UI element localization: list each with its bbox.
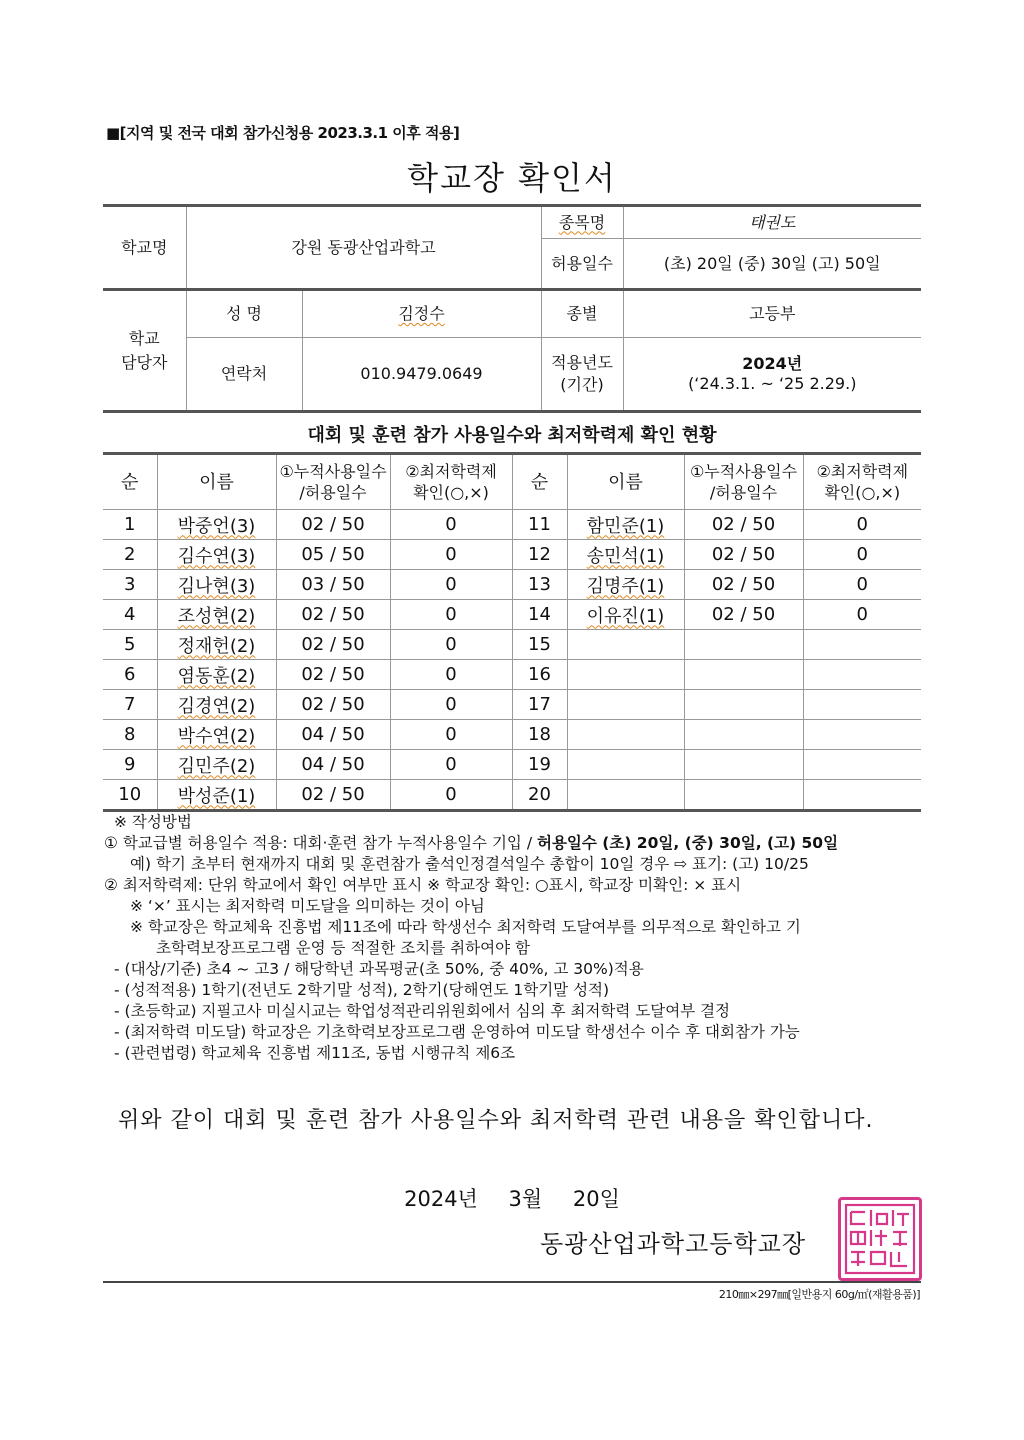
student-name bbox=[157, 750, 276, 780]
contact-value: 010.9479.0649 bbox=[302, 338, 541, 412]
table-row bbox=[103, 750, 921, 780]
row-number-text: 8 bbox=[124, 724, 136, 745]
used-days bbox=[276, 540, 390, 570]
used-days-text: 04 / 50 bbox=[301, 724, 365, 745]
student-name bbox=[157, 600, 276, 630]
table-row bbox=[103, 540, 921, 570]
student-name-text: 박중언(3) bbox=[177, 515, 256, 537]
col-name: 이름 bbox=[157, 454, 276, 510]
student-name bbox=[567, 660, 684, 690]
row-number-text: 4 bbox=[124, 604, 136, 625]
row-number-text: 9 bbox=[124, 754, 136, 775]
note-detail-2: - (성적적용) 1학기(전년도 2학기말 성적), 2학기(당해연도 1학기말 성적) bbox=[114, 981, 610, 999]
min-academic-check-text: 0 bbox=[856, 514, 868, 535]
row-number-text: 10 bbox=[118, 784, 142, 805]
row-number-text: 14 bbox=[528, 604, 551, 625]
student-name-text: 정재헌(2) bbox=[177, 635, 256, 657]
used-days-text: 04 / 50 bbox=[301, 754, 365, 775]
used-days-text: 02 / 50 bbox=[711, 514, 776, 535]
used-days bbox=[684, 690, 803, 720]
student-name-text: 김민주(2) bbox=[177, 755, 256, 777]
table-row bbox=[103, 570, 921, 600]
student-name-text: 김수연(3) bbox=[177, 545, 256, 567]
footer-divider bbox=[103, 1281, 921, 1283]
col-no: 순 bbox=[512, 454, 567, 510]
used-days bbox=[684, 540, 803, 570]
min-academic-check bbox=[803, 750, 921, 780]
allowed-days-label: 허용일수 bbox=[541, 239, 623, 290]
student-name bbox=[567, 780, 684, 811]
table-row bbox=[103, 690, 921, 720]
row-number bbox=[103, 750, 157, 780]
allowed-days-value: (초) 20일 (중) 30일 (고) 50일 bbox=[623, 239, 921, 290]
min-academic-check bbox=[803, 690, 921, 720]
min-academic-check bbox=[803, 540, 921, 570]
student-name-text: 김경연(2) bbox=[177, 695, 256, 717]
col-days: ①누적사용일수 /허용일수 bbox=[276, 454, 390, 510]
row-number bbox=[103, 570, 157, 600]
min-academic-check-text: 0 bbox=[445, 544, 457, 565]
student-name bbox=[567, 720, 684, 750]
student-name-text: 이유진(1) bbox=[586, 605, 665, 627]
min-academic-check-text: 0 bbox=[856, 544, 868, 565]
used-days-text: 02 / 50 bbox=[711, 604, 776, 625]
student-name bbox=[567, 540, 684, 570]
student-name bbox=[567, 630, 684, 660]
col-name: 이름 bbox=[567, 454, 684, 510]
sport-value: 태권도 bbox=[623, 206, 921, 239]
min-academic-check bbox=[390, 720, 512, 750]
confirmation-text: 위와 같이 대회 및 훈련 참가 사용일수와 최저학력 관련 내용을 확인합니다. bbox=[118, 1108, 874, 1133]
note-detail-3: - (초등학교) 지필고사 미실시교는 학업성적관리위원회에서 심의 후 최저학력 도달여부 결정 bbox=[114, 1002, 731, 1020]
used-days bbox=[276, 630, 390, 660]
col-no: 순 bbox=[103, 454, 157, 510]
student-name bbox=[567, 690, 684, 720]
row-number bbox=[103, 510, 157, 540]
used-days bbox=[276, 690, 390, 720]
used-days-text: 03 / 50 bbox=[301, 574, 365, 595]
note-detail-5: - (관련법령) 학교체육 진흥법 제11조, 동법 시행규칙 제6조 bbox=[114, 1044, 516, 1062]
used-days bbox=[684, 630, 803, 660]
sport-label: 종목명 bbox=[541, 206, 623, 239]
table-row bbox=[103, 600, 921, 630]
table-row bbox=[103, 630, 921, 660]
student-name-text: 박성준(1) bbox=[177, 785, 256, 807]
page-title: 학교장 확인서 bbox=[407, 159, 617, 197]
principal-name: 동광산업과학고등학교장 bbox=[540, 1230, 807, 1258]
min-academic-check-text: 0 bbox=[445, 724, 457, 745]
used-days-text: 02 / 50 bbox=[301, 694, 365, 715]
name-value: 김정수 bbox=[302, 290, 541, 338]
school-name-value: 강원 동광산업과학고 bbox=[186, 206, 541, 290]
period-text: (‘24.3.1. ~ ‘25 2.29.) bbox=[688, 374, 857, 393]
student-name-text: 함민준(1) bbox=[586, 515, 665, 537]
table-row bbox=[103, 510, 921, 540]
date-month: 3월 bbox=[508, 1187, 543, 1211]
note-1-example: 예) 학기 초부터 현재까지 대회 및 훈련참가 출석인정결석일수 총합이 10일 경우 ⇨ 표기: (고) 10/25 bbox=[130, 855, 809, 873]
min-academic-check-text: 0 bbox=[445, 754, 457, 775]
student-name bbox=[157, 780, 276, 811]
used-days bbox=[276, 660, 390, 690]
used-days-text: 02 / 50 bbox=[301, 634, 365, 655]
used-days-text: 02 / 50 bbox=[711, 574, 776, 595]
student-name-text: 박수연(2) bbox=[177, 725, 256, 747]
row-number-text: 16 bbox=[528, 664, 551, 685]
used-days bbox=[276, 750, 390, 780]
min-academic-check bbox=[803, 600, 921, 630]
student-name bbox=[157, 720, 276, 750]
min-academic-check bbox=[390, 570, 512, 600]
used-days bbox=[684, 510, 803, 540]
row-number-text: 20 bbox=[528, 784, 551, 805]
date-year: 2024년 bbox=[404, 1187, 478, 1211]
student-name bbox=[567, 570, 684, 600]
seal-icon bbox=[841, 1200, 919, 1278]
row-number bbox=[103, 630, 157, 660]
used-days bbox=[684, 600, 803, 630]
row-number-text: 7 bbox=[124, 694, 136, 715]
row-number-text: 12 bbox=[528, 544, 551, 565]
col-check: ②최저학력제 확인(○,×) bbox=[803, 454, 921, 510]
row-number-text: 2 bbox=[124, 544, 136, 565]
used-days bbox=[684, 570, 803, 600]
notes-heading: ※ 작성방법 bbox=[114, 813, 192, 831]
category-value: 고등부 bbox=[623, 290, 921, 338]
min-academic-check-text: 0 bbox=[445, 664, 457, 685]
min-academic-check bbox=[390, 780, 512, 811]
row-number bbox=[103, 690, 157, 720]
row-number bbox=[512, 630, 567, 660]
min-academic-check bbox=[390, 690, 512, 720]
min-academic-check-text: 0 bbox=[856, 574, 868, 595]
used-days-text: 02 / 50 bbox=[711, 544, 776, 565]
min-academic-check-text: 0 bbox=[445, 574, 457, 595]
row-number bbox=[512, 510, 567, 540]
row-number bbox=[512, 720, 567, 750]
min-academic-check bbox=[803, 720, 921, 750]
year-value bbox=[623, 338, 921, 412]
col-check: ②최저학력제 확인(○,×) bbox=[390, 454, 512, 510]
form-tag: ■[지역 및 전국 대회 참가신청용 2023.3.1 이후 적용] bbox=[106, 124, 460, 142]
row-number bbox=[512, 540, 567, 570]
note-2b: ※ 학교장은 학교체육 진흥법 제11조에 따라 학생선수 최저학력 도달여부를 의무적으로 확인하고 기 bbox=[130, 918, 801, 936]
row-number bbox=[103, 780, 157, 811]
table-row bbox=[103, 660, 921, 690]
used-days-text: 02 / 50 bbox=[301, 514, 365, 535]
paper-spec: 210㎜×297㎜[일반용지 60g/㎡(재활용품)] bbox=[718, 1288, 920, 1301]
used-days bbox=[684, 720, 803, 750]
min-academic-check bbox=[803, 630, 921, 660]
min-academic-check bbox=[803, 510, 921, 540]
info-table bbox=[103, 204, 921, 413]
used-days bbox=[276, 780, 390, 811]
used-days-text: 05 / 50 bbox=[301, 544, 365, 565]
row-number bbox=[512, 780, 567, 811]
student-name bbox=[157, 630, 276, 660]
min-academic-check bbox=[803, 780, 921, 811]
year-text: 2024년 bbox=[742, 354, 803, 373]
notes-section bbox=[104, 812, 924, 1064]
note-detail-4: - (최저학력 미도달) 학교장은 기초학력보장프로그램 운영하여 미도달 학생선수 이수 후 대회참가 가능 bbox=[114, 1023, 800, 1041]
student-name bbox=[157, 540, 276, 570]
row-number-text: 3 bbox=[124, 574, 136, 595]
staff-label: 학교 담당자 bbox=[103, 290, 186, 412]
student-name-text: 송민석(1) bbox=[586, 545, 665, 567]
school-seal-stamp bbox=[838, 1197, 922, 1281]
min-academic-check-text: 0 bbox=[445, 694, 457, 715]
row-number-text: 5 bbox=[124, 634, 136, 655]
date-day: 20일 bbox=[572, 1187, 620, 1211]
student-name bbox=[567, 750, 684, 780]
student-name bbox=[157, 570, 276, 600]
student-name bbox=[157, 660, 276, 690]
min-academic-check-text: 0 bbox=[445, 604, 457, 625]
used-days bbox=[276, 570, 390, 600]
min-academic-check-text: 0 bbox=[856, 604, 868, 625]
min-academic-check bbox=[390, 510, 512, 540]
min-academic-check bbox=[390, 540, 512, 570]
min-academic-check-text: 0 bbox=[445, 514, 457, 535]
student-name-text: 염동훈(2) bbox=[177, 665, 256, 687]
row-number bbox=[103, 660, 157, 690]
used-days-text: 02 / 50 bbox=[301, 604, 365, 625]
note-detail-1: - (대상/기준) 초4 ~ 고3 / 해당학년 과목평균(초 50%, 중 40%, 고 30%)적용 bbox=[114, 960, 644, 978]
row-number-text: 15 bbox=[528, 634, 551, 655]
status-table bbox=[103, 452, 921, 812]
min-academic-check bbox=[390, 750, 512, 780]
row-number-text: 11 bbox=[528, 514, 551, 535]
row-number bbox=[103, 600, 157, 630]
student-name bbox=[567, 600, 684, 630]
min-academic-check bbox=[803, 570, 921, 600]
used-days bbox=[684, 780, 803, 811]
used-days bbox=[684, 660, 803, 690]
student-name bbox=[157, 690, 276, 720]
row-number bbox=[512, 690, 567, 720]
student-name bbox=[567, 510, 684, 540]
col-days: ①누적사용일수 /허용일수 bbox=[684, 454, 803, 510]
used-days bbox=[276, 600, 390, 630]
status-title: 대회 및 훈련 참가 사용일수와 최저학력제 확인 현황 bbox=[307, 425, 717, 446]
student-name-text: 김나현(3) bbox=[177, 575, 256, 597]
category-label: 종별 bbox=[541, 290, 623, 338]
note-1: ① 학교급별 허용일수 적용: 대회·훈련 참가 누적사용일수 기입 / 허용일수 (초) 20일, (중) 30일, (고) 50일 bbox=[104, 834, 839, 852]
min-academic-check bbox=[390, 660, 512, 690]
row-number-text: 19 bbox=[528, 754, 551, 775]
used-days-text: 02 / 50 bbox=[301, 664, 365, 685]
table-row bbox=[103, 720, 921, 750]
row-number bbox=[512, 570, 567, 600]
row-number bbox=[103, 540, 157, 570]
row-number-text: 17 bbox=[528, 694, 551, 715]
used-days bbox=[276, 510, 390, 540]
student-name-text: 조성현(2) bbox=[177, 605, 256, 627]
name-label: 성 명 bbox=[186, 290, 302, 338]
min-academic-check bbox=[390, 600, 512, 630]
row-number bbox=[512, 660, 567, 690]
contact-label: 연락처 bbox=[186, 338, 302, 412]
min-academic-check bbox=[390, 630, 512, 660]
used-days-text: 02 / 50 bbox=[301, 784, 365, 805]
min-academic-check bbox=[803, 660, 921, 690]
school-name-label: 학교명 bbox=[103, 206, 186, 290]
row-number bbox=[103, 720, 157, 750]
table-row bbox=[103, 780, 921, 811]
row-number-text: 1 bbox=[124, 514, 136, 535]
row-number-text: 18 bbox=[528, 724, 551, 745]
student-name-text: 김명주(1) bbox=[586, 575, 665, 597]
row-number bbox=[512, 750, 567, 780]
min-academic-check-text: 0 bbox=[445, 784, 457, 805]
note-2b-cont: 초학력보장프로그램 운영 등 적절한 조치를 취하여야 함 bbox=[156, 939, 530, 957]
note-2a: ※ ‘×’ 표시는 최저학력 미도달을 의미하는 것이 아님 bbox=[130, 897, 485, 915]
row-number-text: 13 bbox=[528, 574, 551, 595]
used-days bbox=[684, 750, 803, 780]
row-number-text: 6 bbox=[124, 664, 136, 685]
min-academic-check-text: 0 bbox=[445, 634, 457, 655]
used-days bbox=[276, 720, 390, 750]
year-label: 적용년도 (기간) bbox=[541, 338, 623, 412]
row-number bbox=[512, 600, 567, 630]
note-2: ② 최저학력제: 단위 학교에서 확인 여부만 표시 ※ 학교장 확인: ○표시, 학교장 미확인: × 표시 bbox=[104, 876, 742, 894]
student-name bbox=[157, 510, 276, 540]
